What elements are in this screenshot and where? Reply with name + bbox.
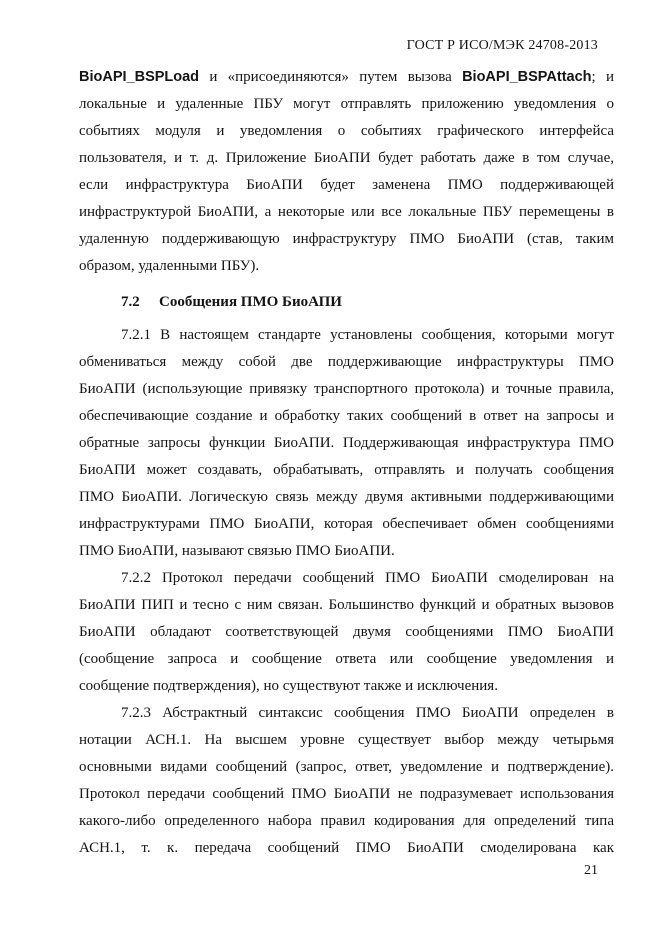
text-line: инфраструктурой БиоАПИ, а некоторые или все локальные ПБУ перемещены в	[79, 204, 614, 220]
text-line: какого-либо определенного набора правил кодирования для определений типа	[79, 813, 614, 829]
text-line: если инфраструктура БиоАПИ будет заменена ПМО поддерживающей	[79, 177, 614, 193]
text-line: обмениваться между собой две поддерживающие инфраструктуры ПМО	[79, 354, 614, 370]
body-text	[79, 64, 614, 862]
text-line: обратные запросы функции БиоАПИ. Поддерживающая инфраструктура ПМО	[79, 435, 614, 451]
text-line: основными видами сообщений (запрос, ответ, уведомление и подтверждение).	[79, 759, 614, 775]
section-number: 7.2	[121, 294, 140, 310]
function-name: BioAPI_BSPAttach	[462, 69, 592, 85]
text-line: локальные и удаленные ПБУ могут отправлять приложению уведомления о	[79, 96, 614, 112]
text-line: БиоАПИ ПИП и тесно с ним связан. Большинство функций и обратных вызовов	[79, 597, 614, 613]
text-line: АСН.1, т. к. передача сообщений ПМО БиоАПИ смоделирована как	[79, 840, 614, 856]
function-name: BioAPI_BSPLoad	[79, 69, 200, 85]
text-line: 7.2.1 В настоящем стандарте установлены сообщения, которыми могут	[121, 327, 614, 343]
page-header: ГОСТ Р ИСО/МЭК 24708-2013	[406, 38, 598, 53]
text-line: 7.2.2 Протокол передачи сообщений ПМО БиоАПИ смоделирован на	[121, 570, 614, 586]
text-line: нотации АСН.1. На высшем уровне существует выбор между четырьмя	[79, 732, 614, 748]
text-line: ПМО БиоАПИ, называют связью ПМО БиоАПИ.	[79, 543, 395, 559]
text-line: БиоАПИ может создавать, обрабатывать, отправлять и получать сообщения	[79, 462, 614, 478]
text-line: событиях модуля и уведомления о событиях графического интерфейса	[79, 123, 614, 139]
text-line: сообщение подтверждения), но существуют также и исключения.	[79, 678, 498, 694]
section-heading	[79, 286, 614, 318]
text-line: (сообщение запроса и сообщение ответа или сообщение уведомления и	[79, 651, 614, 667]
section-title: Сообщения ПМО БиоАПИ	[159, 294, 342, 310]
text-line: удаленную поддерживающую инфраструктуру ПМО БиоАПИ (став, таким	[79, 231, 614, 247]
text-line: 7.2.3 Абстрактный синтаксис сообщения ПМО БиоАПИ определен в	[121, 705, 614, 721]
text-line: Протокол передачи сообщений ПМО БиоАПИ не подразумевает использования	[79, 786, 614, 802]
text-line: инфраструктурами ПМО БиоАПИ, которая обеспечивает обмен сообщениями	[79, 516, 614, 532]
text-line: БиоАПИ (использующие привязку транспортного протокола) и точные правила,	[79, 381, 614, 397]
page-number: 21	[584, 863, 598, 878]
text-line: обеспечивающие создание и обработку таких сообщений в ответ на запросы и	[79, 408, 614, 424]
text-line: BioAPI_BSPLoad и «присоединяются» путем вызова BioAPI_BSPAttach; и	[79, 69, 615, 85]
text-line: ПМО БиоАПИ. Логическую связь между двумя активными поддерживающими	[79, 489, 614, 505]
text-line: БиоАПИ обладают соответствующей двумя сообщениями ПМО БиоАПИ	[79, 624, 614, 640]
text-line: образом, удаленными ПБУ).	[79, 258, 260, 274]
text-line: пользователя, и т. д. Приложение БиоАПИ будет работать даже в том случае,	[79, 150, 614, 166]
